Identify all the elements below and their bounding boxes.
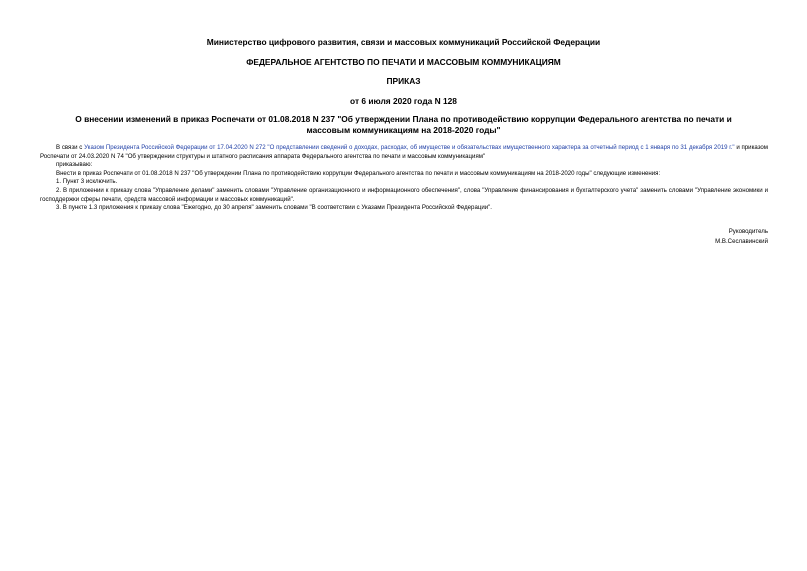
paragraph-changes: Внести в приказ Роспечати от 01.08.2018 N 237 "Об утверждении Плана по противодействию коррупции Федерального агентства по печати и массовым коммуникациям на 2018-2020 годы" следующие изменения:: [56, 169, 661, 177]
paragraph-item-1: 1. Пункт 3 исключить.: [56, 178, 118, 186]
document-type: ПРИКАЗ: [386, 76, 421, 86]
paragraph-item-3: 3. В пункте 1.3 приложения к приказу слова "Ежегодно, до 30 апреля" заменить словами "В соответствии с Указами Президента Российской Федерации".: [56, 204, 492, 212]
document-body: [40, 144, 768, 213]
order-word: приказываю:: [56, 161, 93, 169]
paragraph-item-2: 2. В приложении к приказу слова "Управление делами" заменить словами "Управление организационного и информационного обеспечения", слова "Управление финансирования и бухгалтерского учета" заменить словами "Управление экономики и господдержки сферы печати, средств массовой информации и массовых коммуникаций".: [40, 186, 768, 203]
decree-link[interactable]: Указом Президента Российской Федерации от 17.04.2020 N 272 "О представлении сведений о доходах, расходах, об имуществе и обязательствах имущественного характера за отчетный период с 1 января по 31 декабря 2019 г.": [84, 144, 735, 151]
intro-prefix: В связи с: [56, 144, 85, 151]
intro-paragraph: [40, 144, 768, 161]
ministry-heading: Министерство цифрового развития, связи и массовых коммуникаций Российской Федерации: [206, 37, 601, 47]
document-title: О внесении изменений в приказ Роспечати от 01.08.2018 N 237 "Об утверждении Плана по противодействию коррупции Федерального агентства по печати и массовым коммуникациям на 2018-2020 годы": [75, 114, 732, 135]
intro-suffix: и приказом Роспечати от 24.03.2020 N 74 "Об утверждении структуры и штатного расписания аппарата Федерального агентства по печати и массовым коммуникациям": [40, 144, 768, 160]
document-date-number: от 6 июля 2020 года N 128: [350, 96, 457, 106]
signer-role: Руководитель: [728, 228, 768, 235]
signer-name: М.В.Сеславинский: [715, 238, 768, 245]
agency-heading: ФЕДЕРАЛЬНОЕ АГЕНТСТВО ПО ПЕЧАТИ И МАССОВЫМ КОММУНИКАЦИЯМ: [246, 57, 561, 67]
